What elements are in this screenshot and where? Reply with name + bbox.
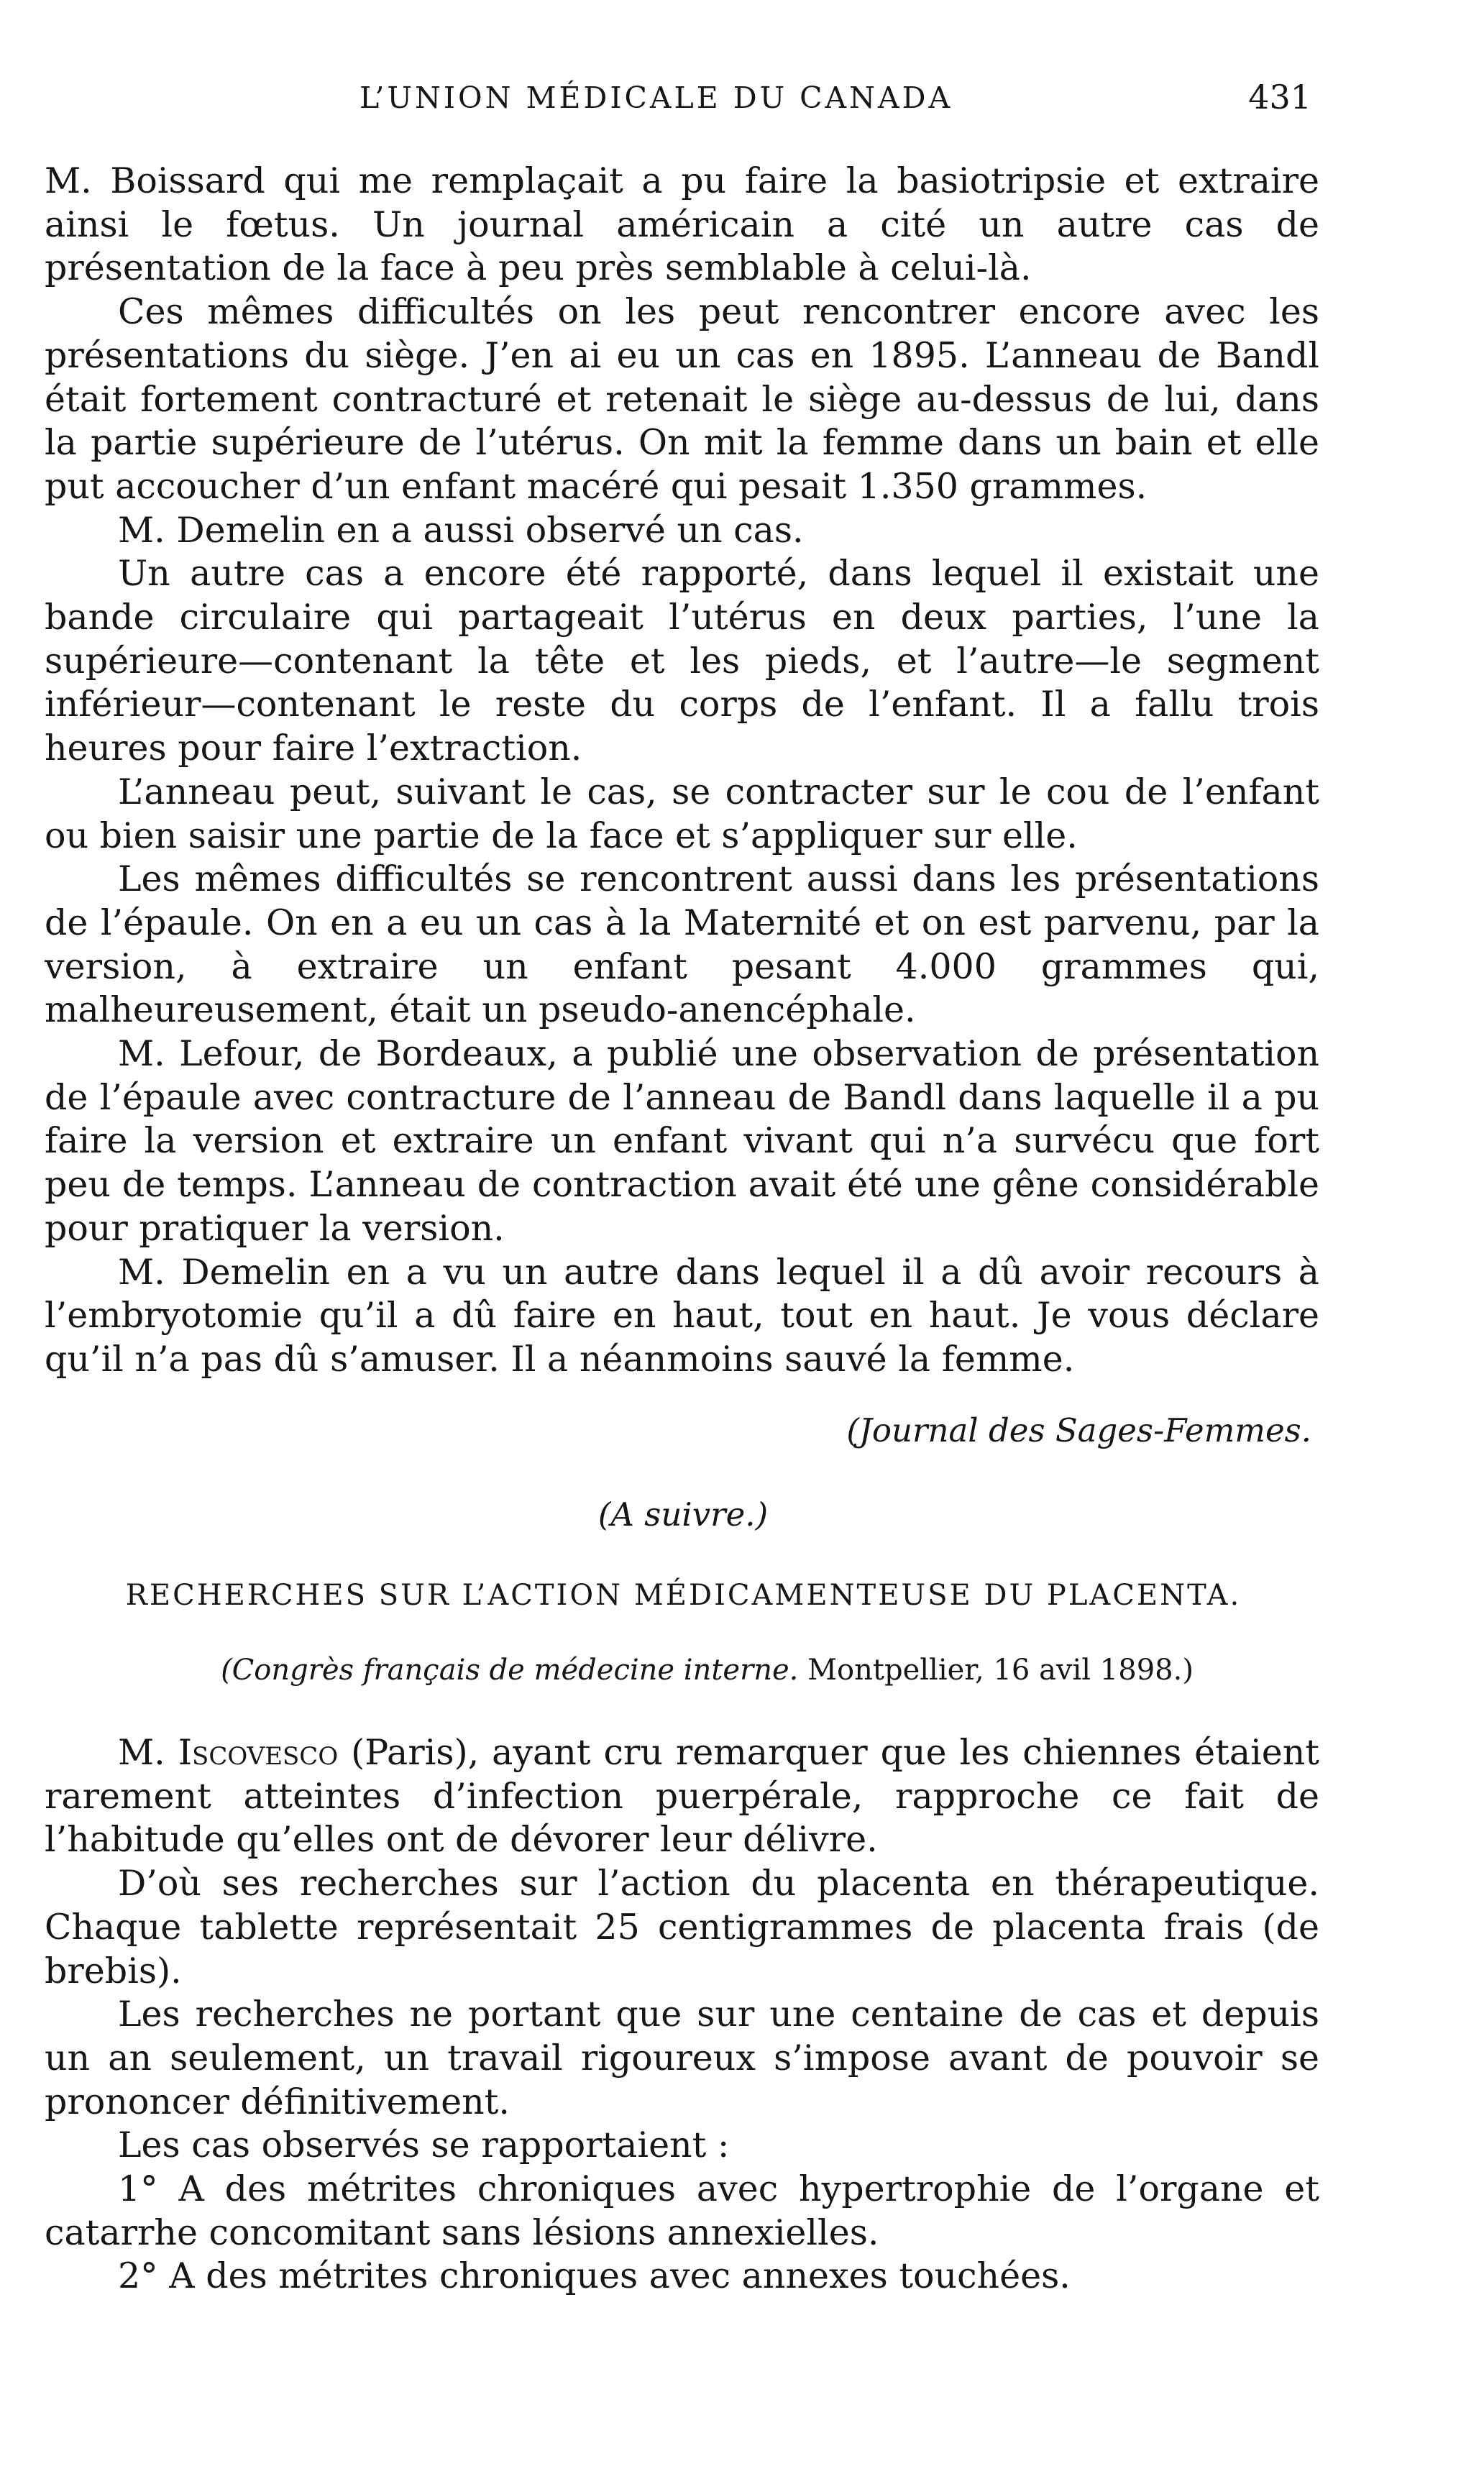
page-number: 431 xyxy=(1248,78,1311,116)
paragraph-text: (Paris), ayant cru remarquer que les chiennes étaient rarement atteintes d’infection puerpérale, rapproche ce fait de l’habitude qu’elles ont de dévorer leur délivre. xyxy=(45,1732,1319,1861)
paragraph: M. Lefour, de Bordeaux, a publié une observation de présentation de l’épaule avec contracture de l’anneau de Bandl dans laquelle il a pu faire la version et extraire un enfant vivant qui n’a survécu que fort peu de temps. L’anneau de contraction avait été une gêne considérable pour pratiquer la version. xyxy=(45,1033,1319,1249)
paragraph: Un autre cas a encore été rapporté, dans lequel il existait une bande circulaire qui partageait l’utérus en deux parties, l’une la supérieure—contenant la tête et les pieds, et l’autre—le segment inférieur—contenant le reste du corps de l’enfant. Il a fallu trois heures pour faire l’extraction. xyxy=(45,553,1319,769)
list-item: 2° A des métrites chroniques avec annexes touchées. xyxy=(118,2255,1071,2297)
running-head xyxy=(93,78,1311,127)
congress-reference xyxy=(93,1654,1321,1687)
paragraph: M. Boissard qui me remplaçait a pu faire la basiotripsie et extraire ainsi le fœtus. Un journal américain a cité un autre cas de présentation de la face à peu près semblable à celui-là. xyxy=(45,160,1319,289)
paragraph: M. Demelin en a vu un autre dans lequel il a dû avoir recours à l’embryotomie qu’il a dû faire en haut, tout en haut. Je vous déclare qu’il n’a pas dû s’amuser. Il a néanmoins sauvé la femme. xyxy=(45,1251,1319,1380)
paragraph: Ces mêmes difficultés on les peut rencontrer encore avec les présentations du siège. J’en ai eu un cas en 1895. L’anneau de Bandl était fortement contracturé et retenait le siège au-dessus de lui, dans la partie supérieure de l’utérus. On mit la femme dans un bain et elle put accoucher d’un enfant macéré qui pesait 1.350 grammes. xyxy=(45,291,1319,507)
paragraph: Les cas observés se rapportaient : xyxy=(118,2125,730,2166)
paragraph: Les recherches ne portant que sur une centaine de cas et depuis un an seulement, un travail rigoureux s’impose avant de pouvoir se prononcer définitivement. xyxy=(45,1994,1319,2122)
paragraph: L’anneau peut, suivant le cas, se contracter sur le cou de l’enfant ou bien saisir une partie de la face et s’appliquer sur elle. xyxy=(45,771,1319,856)
congress-place-date: Montpellier, 16 avil 1898.) xyxy=(798,1654,1194,1687)
congress-name: (Congrès français de médecine interne. xyxy=(221,1654,799,1687)
running-title: L’UNION MÉDICALE DU CANADA xyxy=(359,81,953,115)
paragraph: Les mêmes difficultés se rencontrent aussi dans les présentations de l’épaule. On en a eu un cas à la Maternité et on est parvenu, par la version, à extraire un enfant pesant 4.000 grammes qui, malheureusement, était un pseudo-anencéphale. xyxy=(45,858,1319,1031)
source-citation: (Journal des Sages-Femmes. xyxy=(846,1411,1311,1449)
list-item: 1° A des métrites chroniques avec hypertrophie de l’organe et catarrhe concomitant sans lésions annexielles. xyxy=(45,2168,1319,2253)
placenta-article xyxy=(45,1731,1319,2299)
to-be-continued: (A suivre.) xyxy=(597,1495,769,1534)
paragraph: D’où ses recherches sur l’action du placenta en thérapeutique. Chaque tablette représentait 25 centigrammes de placenta frais (de brebis). xyxy=(45,1863,1319,1992)
author-name: M. Iscovesco xyxy=(118,1732,339,1773)
paragraph xyxy=(45,1731,1319,1862)
paragraph: M. Demelin en a aussi observé un cas. xyxy=(118,509,804,551)
article-continuation xyxy=(45,160,1319,1382)
section-title: RECHERCHES SUR L’ACTION MÉDICAMENTEUSE DU PLACENTA. xyxy=(125,1579,1242,1612)
